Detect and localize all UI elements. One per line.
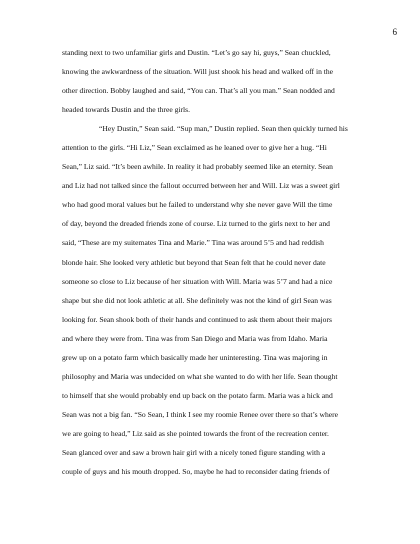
text-line: attention to the girls. “Hi Liz,” Sean exclaimed as he leaned over to give her a hug. “Hi [62, 143, 327, 153]
text-line: and Liz had not talked since the fallout occurred between her and Will. Liz was a sweet girl [62, 181, 340, 191]
text-line: Sean glanced over and saw a brown hair girl with a nicely toned figure standing with a [62, 447, 326, 457]
text-line: Sean was not a big fan. “So Sean, I think I see my roomie Renee over there so that’s where [62, 409, 339, 419]
text-line: shape but she did not look athletic at all. She definitely was not the kind of girl Sean was [62, 295, 332, 305]
text-line: we are going to head,” Liz said as she pointed towards the front of the recreation center. [62, 428, 329, 438]
text-line: of day, beyond the dreaded friends zone of course. Liz turned to the girls next to her and [62, 219, 330, 229]
text-line: couple of guys and his mouth dropped. So, maybe he had to reconsider dating friends of [62, 467, 330, 477]
text-line: looking for. Sean shook both of their hands and continued to ask them about their majors [62, 314, 332, 324]
text-line: Sean,” Liz said. “It’s been awhile. In reality it had probably seemed like an eternity. Sean [62, 162, 333, 172]
text-line: said, “These are my suitemates Tina and Marie.” Tina was around 5’5 and had reddish [62, 238, 324, 248]
text-line: other direction. Bobby laughed and said, “You can. That’s all you man.” Sean nodded and [62, 86, 335, 96]
text-line: standing next to two unfamiliar girls and Dustin. “Let’s go say hi, guys,” Sean chuckled, [62, 48, 331, 57]
text-line: “Hey Dustin,” Sean said. “Sup man,” Dustin replied. Sean then quickly turned his [99, 124, 348, 134]
page-number: 6 [392, 27, 397, 37]
text-line: knowing the awkwardness of the situation. Will just shook his head and walked off in the [62, 67, 334, 77]
text-line: philosophy and Maria was undecided on what she wanted to do with her life. Sean thought [62, 371, 338, 381]
text-line: to himself that she would probably end up back on the potato farm. Maria was a hick and [62, 390, 333, 400]
text-line: grew up on a potato farm which basically made her uninteresting. Tina was majoring in [62, 352, 328, 362]
text-line: and where they were from. Tina was from San Diego and Maria was from Idaho. Maria [62, 333, 328, 343]
text-line: who had good moral values but he failed to understand why she never gave Will the time [62, 200, 333, 210]
text-line: headed towards Dustin and the three girls. [62, 105, 191, 115]
text-line: someone so close to Liz because of her situation with Will. Maria was 5’7 and had a nice [62, 276, 333, 286]
body-text [62, 43, 363, 481]
text-line: blonde hair. She looked very athletic but beyond that Sean felt that he could never date [62, 257, 326, 267]
